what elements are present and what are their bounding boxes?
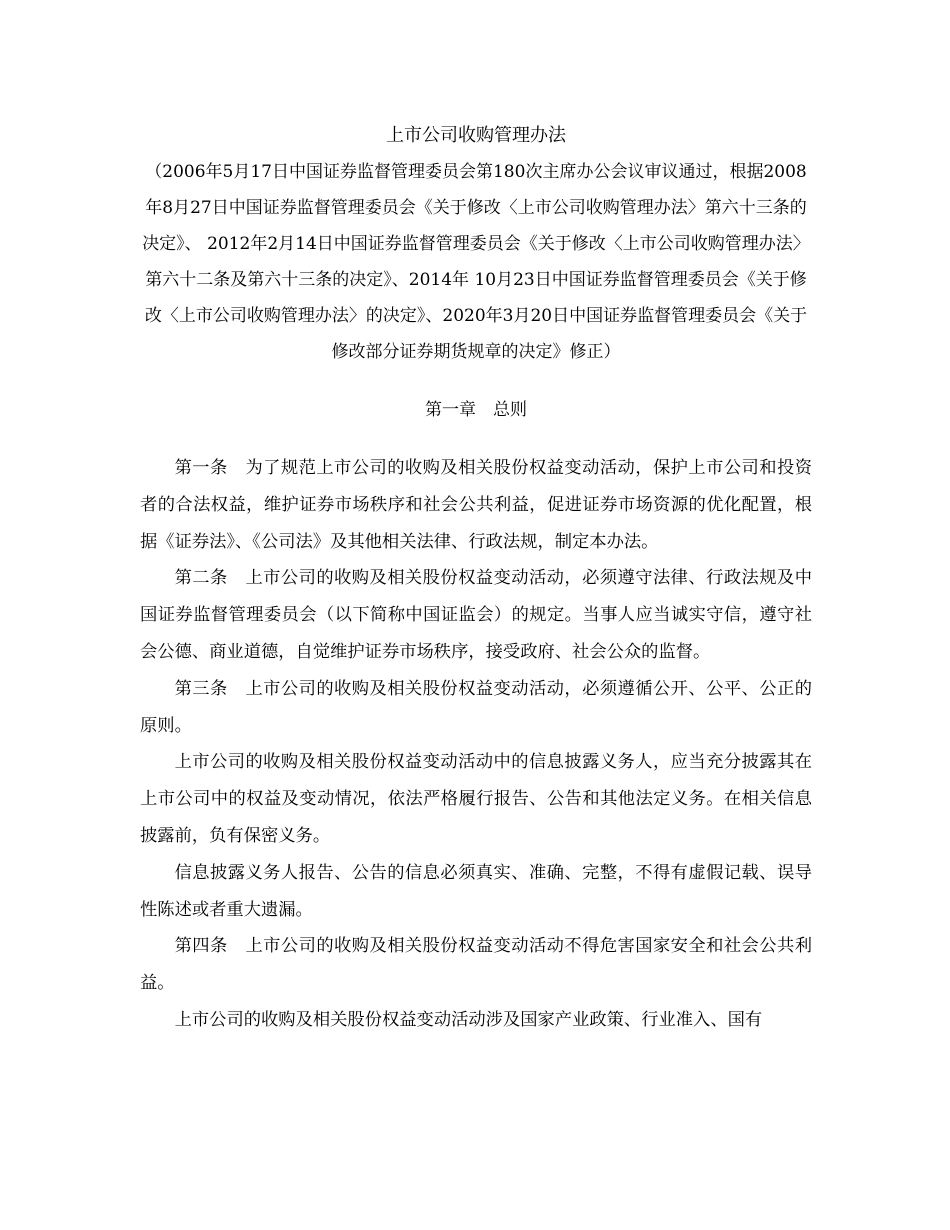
article-3-paragraph-2: 上市公司的收购及相关股份权益变动活动中的信息披露义务人，应当充分披露其在上市公司中的权益及变动情况，依法严格履行报告、公告和其他法定义务。在相关信息披露前，负有保密义务。 bbox=[140, 752, 812, 846]
article-4-paragraph-2: 上市公司的收购及相关股份权益变动活动涉及国家产业政策、行业准入、国有 bbox=[174, 1009, 763, 1030]
chapter-heading: 第一章 总则 bbox=[425, 400, 527, 420]
article-3: 第三条 上市公司的收购及相关股份权益变动活动，必须遵循公开、公平、公正的原则。 bbox=[140, 678, 812, 736]
revision-note: （2006年5月17日中国证券监督管理委员会第180次主席办公会议审议通过，根据2008年8月27日中国证券监督管理委员会《关于修改〈上市公司收购管理办法〉第六十三条的决定》、 2012年2月14日中国证券监督管理委员会《关于修改〈上市公司收购管理办法〉第六十二条及第六十三条的决定》、2014年 10月23日中国证券监督管理委员会《关于修改〈上市公司收购管理办法〉的决定》、2020年3月20日中国证券监督管理委员会《关于修改部分证券期货规章的决定》修正） bbox=[142, 162, 810, 362]
document-page bbox=[140, 118, 812, 1039]
article-4: 第四条 上市公司的收购及相关股份权益变动活动不得危害国家安全和社会公共利益。 bbox=[140, 936, 812, 994]
article-2: 第二条 上市公司的收购及相关股份权益变动活动，必须遵守法律、行政法规及中国证券监督管理委员会（以下简称中国证监会）的规定。当事人应当诚实守信，遵守社会公德、商业道德，自觉维护证券市场秩序，接受政府、社会公众的监督。 bbox=[140, 568, 812, 662]
document-title: 上市公司收购管理办法 bbox=[386, 125, 566, 146]
article-3-paragraph-3: 信息披露义务人报告、公告的信息必须真实、准确、完整，不得有虚假记载、误导性陈述或者重大遗漏。 bbox=[140, 862, 812, 920]
article-1: 第一条 为了规范上市公司的收购及相关股份权益变动活动，保护上市公司和投资者的合法权益，维护证券市场秩序和社会公共利益，促进证券市场资源的优化配置，根据《证券法》、《公司法》及其他相关法律、行政法规，制定本办法。 bbox=[140, 458, 812, 552]
